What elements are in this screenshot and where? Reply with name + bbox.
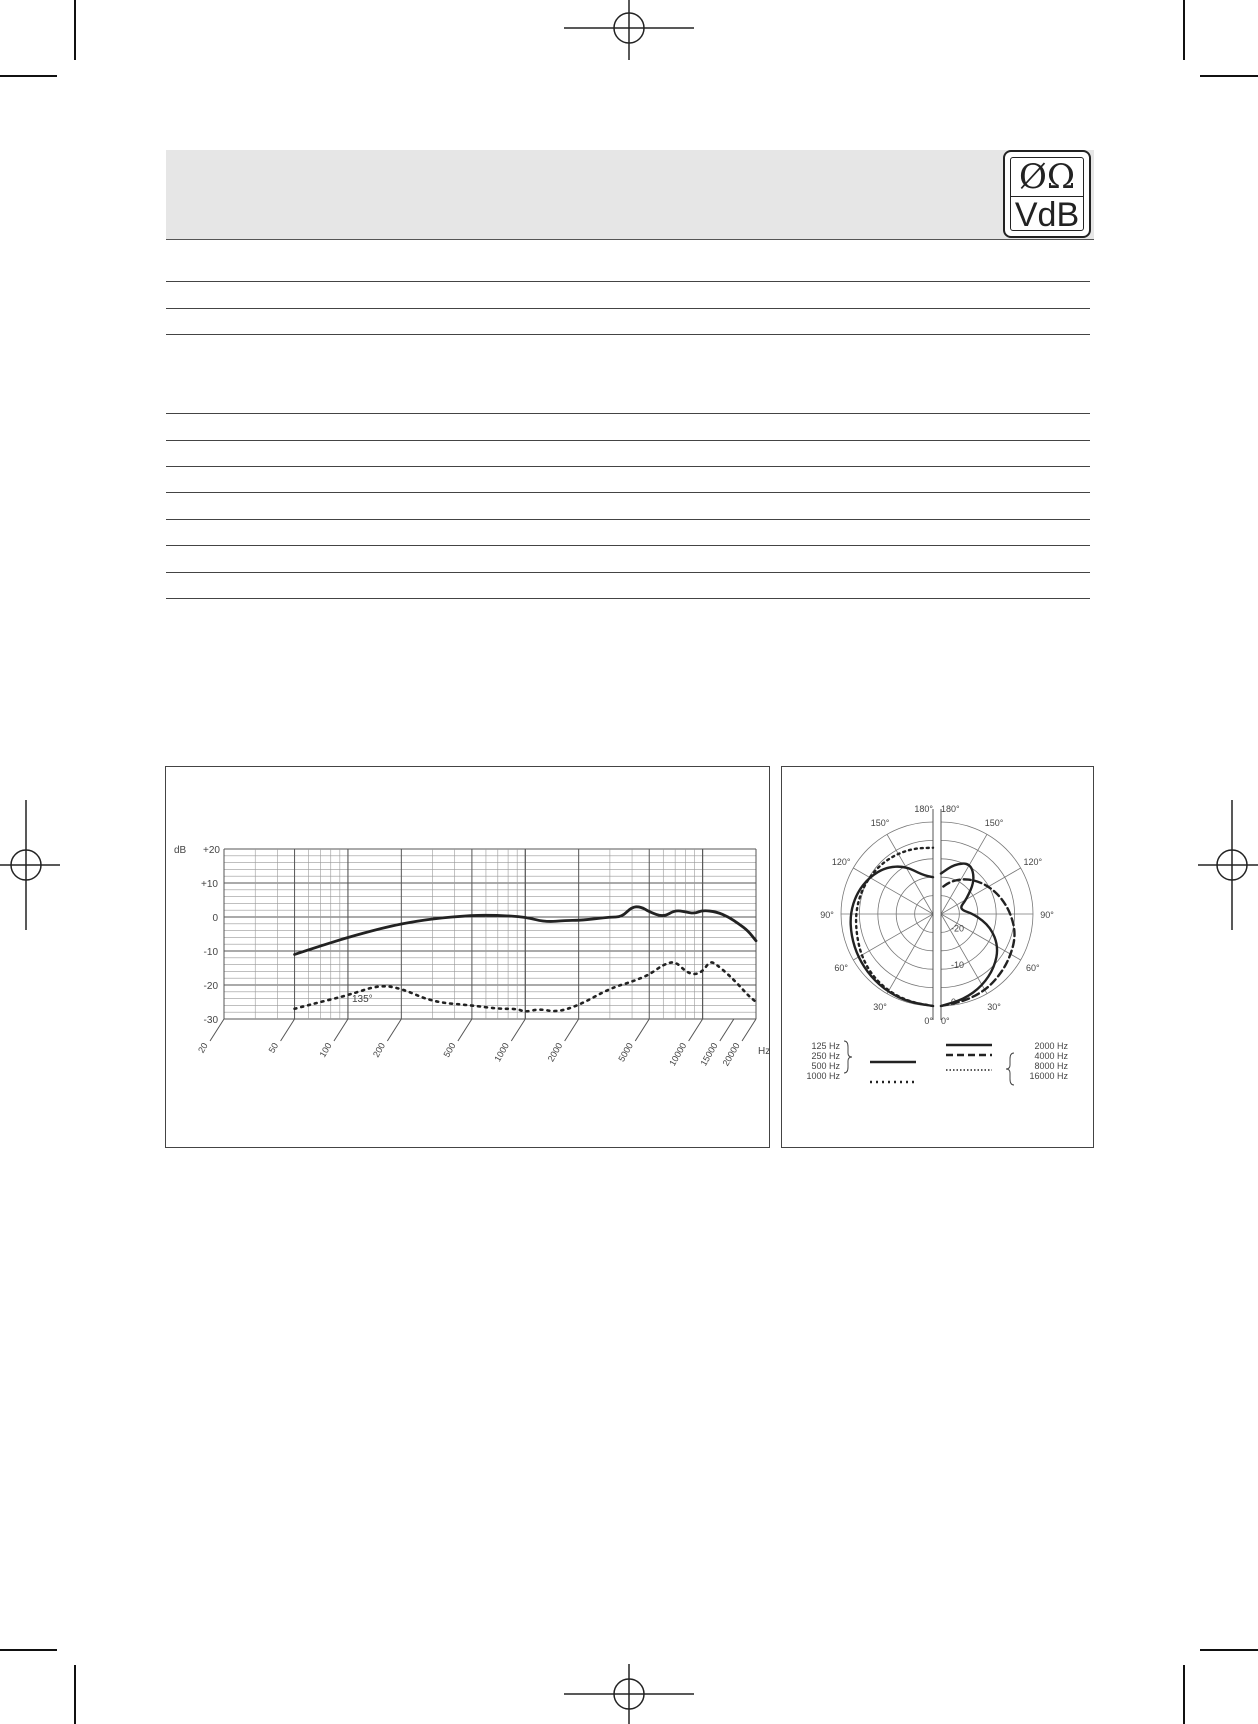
legend-label: 250 Hz [811,1051,840,1061]
x-tick-label: 15000 [698,1041,720,1068]
polar-grid [841,809,1033,1020]
legend-brace [844,1041,852,1073]
y-tick-label: -20 [203,981,218,992]
x-tick-leader [334,1019,348,1041]
x-tick-label: 20000 [720,1041,742,1068]
polar-angle-label: 0° [924,1016,933,1026]
x-tick-label: 500 [441,1041,458,1060]
crop-mark [0,75,57,77]
x-tick-leader [565,1019,579,1041]
legend-label: 125 Hz [811,1041,840,1051]
chart-grid [224,849,756,1019]
crop-mark [74,1665,76,1724]
table-rule [166,281,1090,282]
polar-angle-label: 60° [834,963,849,973]
x-tick-leader [511,1019,525,1041]
polar-curve-right-solid [941,864,997,1006]
polar-radius-label: -20 [951,923,965,934]
brand-logo [1003,150,1091,238]
crop-mark [0,1649,57,1651]
logo-frame [1010,157,1084,234]
polar-legend [806,1041,1068,1085]
polar-angle-label: 90° [820,910,834,920]
table-rule [166,572,1090,573]
x-axis-ticks [196,1019,756,1068]
polar-angle-label: 30° [987,1001,1001,1012]
x-tick-leader [387,1019,401,1041]
polar-radius-label: 0 [951,997,957,1007]
x-tick-label: 1000 [492,1041,512,1064]
y-tick-label: +10 [201,879,218,890]
crop-mark [1200,75,1258,77]
logo-top-text: ØΩ [1018,157,1076,197]
x-tick-label: 20 [196,1041,210,1055]
table-rule [166,466,1090,467]
polar-angle-label: 120° [831,857,851,867]
polar-radius-labels [951,923,964,1007]
table-rule [166,598,1090,599]
frequency-response-chart [166,767,769,1147]
x-tick-label: 200 [370,1041,388,1060]
crop-mark [1200,1649,1258,1651]
x-tick-label: 2000 [545,1041,565,1064]
polar-radius-label: -10 [951,960,965,971]
series-annotation: 135° [352,994,373,1005]
table-rule [166,413,1090,414]
crop-mark [74,0,76,60]
legend-label: 16000 Hz [1029,1071,1068,1081]
table-rule [166,440,1090,441]
x-tick-leader [458,1019,472,1041]
x-axis-label: Hz [758,1046,771,1057]
legend-label: 1000 Hz [806,1071,840,1081]
table-rule [166,334,1090,335]
legend-label: 500 Hz [811,1061,840,1071]
header-band [166,150,1094,240]
polar-pattern-panel [781,766,1094,1148]
y-tick-label: -30 [203,1015,218,1026]
y-tick-label: +20 [203,845,220,856]
registration-mark [564,1664,694,1724]
polar-radial [941,868,1021,914]
x-tick-leader [720,1019,734,1041]
x-tick-label: 5000 [616,1041,635,1064]
crop-mark [1183,0,1185,60]
polar-radial [887,914,933,994]
x-tick-label: 10000 [667,1041,689,1068]
polar-radial [887,834,933,914]
polar-curve-left-dotted [856,848,933,1006]
table-rule [166,492,1090,493]
legend-label: 4000 Hz [1034,1051,1068,1061]
polar-pattern-chart [782,767,1093,1147]
polar-angle-label: 90° [1040,910,1054,920]
polar-angle-label: 150° [984,818,1004,829]
legend-label: 8000 Hz [1034,1061,1068,1071]
crop-mark [1183,1665,1185,1724]
legend-brace [1006,1053,1014,1085]
y-tick-label: -10 [203,947,218,958]
legend-label: 2000 Hz [1034,1041,1068,1051]
table-rule [166,308,1090,309]
x-tick-leader [635,1019,649,1041]
x-tick-label: 100 [317,1041,334,1060]
polar-angle-label: 0° [941,1016,950,1026]
x-tick-leader [689,1019,703,1041]
x-tick-label: 50 [266,1041,281,1055]
registration-mark [0,800,60,930]
polar-angle-label: 120° [1023,857,1043,867]
y-axis-label: dB [174,845,187,856]
table-rule [166,545,1090,546]
polar-angle-label: 180° [941,804,960,814]
polar-angle-label: 150° [870,818,890,829]
polar-angle-label: 30° [873,1001,887,1012]
registration-mark [564,0,694,60]
x-tick-leader [742,1019,756,1041]
polar-radial [853,914,933,960]
polar-angle-label: 60° [1025,963,1040,973]
x-tick-leader [281,1019,295,1041]
y-axis-ticks [201,845,220,1026]
table-rule [166,519,1090,520]
y-tick-label: 0 [212,913,218,924]
polar-angle-label: 180° [914,804,933,814]
registration-mark [1198,800,1258,930]
frequency-response-panel [165,766,770,1148]
logo-bottom-text: VdB [1011,196,1083,230]
